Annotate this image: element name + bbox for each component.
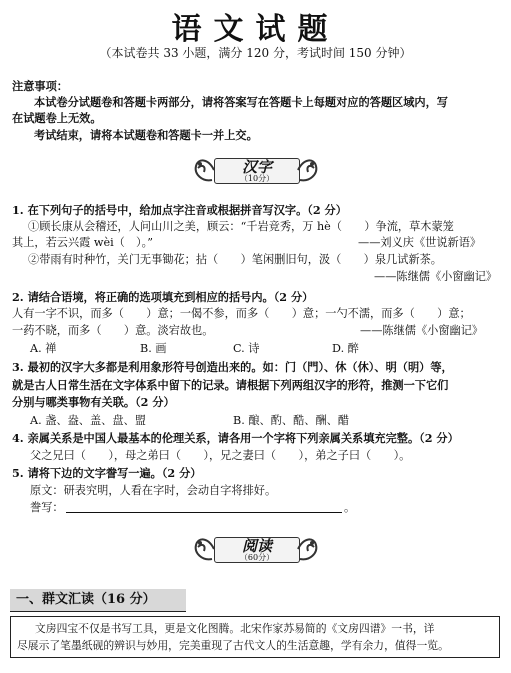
section-banner-hanzi bbox=[192, 152, 320, 188]
q2-line-1: 人有一字不识，而多（ ）意；一偈不参，而多（ ）意；一勺不濡，而多（ ）意； bbox=[12, 307, 471, 320]
page-title: 语文试题 bbox=[171, 12, 340, 47]
q2-line-2: 一药不晓，而多（ ）意。淡宕故也。 bbox=[12, 324, 214, 337]
notes-line-1: 本试卷分试题卷和答题卡两部分，请将答案写在答题卡上每题对应的答题区域内，写 bbox=[34, 95, 448, 109]
q1-line-3: ②带雨有时种竹，关门无事锄花；拈（ ）笔闲删旧句，汲（ ）泉几试新茶。 bbox=[28, 253, 442, 266]
dragon-ornament-right-icon bbox=[296, 533, 320, 565]
section-heading: 一、群文汇读（16 分） bbox=[10, 589, 186, 612]
q3-line-1: 3. 最初的汉字大多都是利用象形符号创造出来的。如：门（門）、休（休）、明（明）等， bbox=[12, 360, 453, 374]
passage-line-1: 文房四宝不仅是书写工具，更是文化图腾。北宋作家苏易简的《文房四谱》一书，详 bbox=[35, 622, 435, 635]
q5-copy-label: 誊写： bbox=[30, 501, 64, 514]
banner-score: （10分） bbox=[239, 174, 275, 183]
q2-stem: 2. 请结合语境，将正确的选项填充到相应的括号内。（2 分） bbox=[12, 290, 314, 304]
q3-option-b: B. 酿、酌、酷、酬、醋 bbox=[233, 414, 350, 427]
q2-option-d: D. 醉 bbox=[332, 342, 359, 355]
q2-option-a: A. 禅 bbox=[30, 342, 57, 355]
q2-option-b: B. 画 bbox=[140, 342, 167, 355]
q1-line-1: ①顾长康从会稽还，人问山川之美，顾云：“千岩竞秀，万 hè（ ）争流，草木蒙笼 bbox=[28, 220, 454, 233]
q1-source-2: ——陈继儒《小窗幽记》 bbox=[374, 270, 498, 283]
q3-line-2: 就是古人日常生活在文字体系中留下的记录。请根据下列两组汉字的形符，推测一下它们 bbox=[12, 378, 449, 392]
q2-source: ——陈继儒《小窗幽记》 bbox=[360, 324, 484, 337]
q5-period: 。 bbox=[344, 501, 356, 514]
q4-stem: 4. 亲属关系是中国人最基本的伦理关系，请各用一个字将下列亲属关系填充完整。（2 分） bbox=[12, 431, 459, 445]
dragon-ornament-right-icon bbox=[296, 154, 320, 186]
q5-copy-answer-line[interactable] bbox=[66, 512, 342, 513]
q1-source-1: ——刘义庆《世说新语》 bbox=[358, 236, 482, 249]
notes-heading: 注意事项： bbox=[12, 79, 68, 93]
dragon-ornament-left-icon bbox=[192, 533, 216, 565]
q1-stem: 1. 在下列句子的括号中，给加点字注音或根据拼音写汉字。（2 分） bbox=[12, 203, 347, 217]
dragon-ornament-left-icon bbox=[192, 154, 216, 186]
exam-subtitle: （本试卷共 33 小题，满分 120 分，考试时间 150 分钟） bbox=[99, 46, 412, 60]
passage-box bbox=[10, 616, 500, 658]
q4-line-1: 父之兄曰（ ），母之弟曰（ ），兄之妻曰（ ），弟之子曰（ ）。 bbox=[30, 449, 411, 462]
q5-stem: 5. 请将下边的文字誊写一遍。（2 分） bbox=[12, 466, 202, 480]
section-banner-reading bbox=[192, 531, 320, 567]
banner-label-box bbox=[214, 158, 300, 184]
banner-title: 汉字 bbox=[241, 158, 272, 176]
passage-line-2: 尽展示了笔墨纸砚的辨识与妙用，完美重现了古代文人的生活意趣，学有余力，值得一览。 bbox=[17, 639, 449, 652]
q2-option-c: C. 诗 bbox=[233, 342, 260, 355]
q5-original-text: 原文：研表究明，人看在字时，会动自字将排好。 bbox=[30, 484, 277, 497]
notes-line-2: 在试题卷上无效。 bbox=[12, 111, 102, 125]
banner-title: 阅读 bbox=[241, 537, 272, 555]
q1-line-2: 其上，若云兴霞 wèi（ ）。” bbox=[12, 236, 153, 249]
notes-line-3: 考试结束，请将本试题卷和答题卡一并上交。 bbox=[34, 128, 258, 142]
banner-label-box bbox=[214, 537, 300, 563]
q3-line-3: 分别与哪类事物有关联。（2 分） bbox=[12, 395, 175, 409]
banner-score: （60分） bbox=[239, 553, 275, 562]
q3-option-a: A. 盏、盎、盖、盘、盟 bbox=[30, 414, 146, 427]
